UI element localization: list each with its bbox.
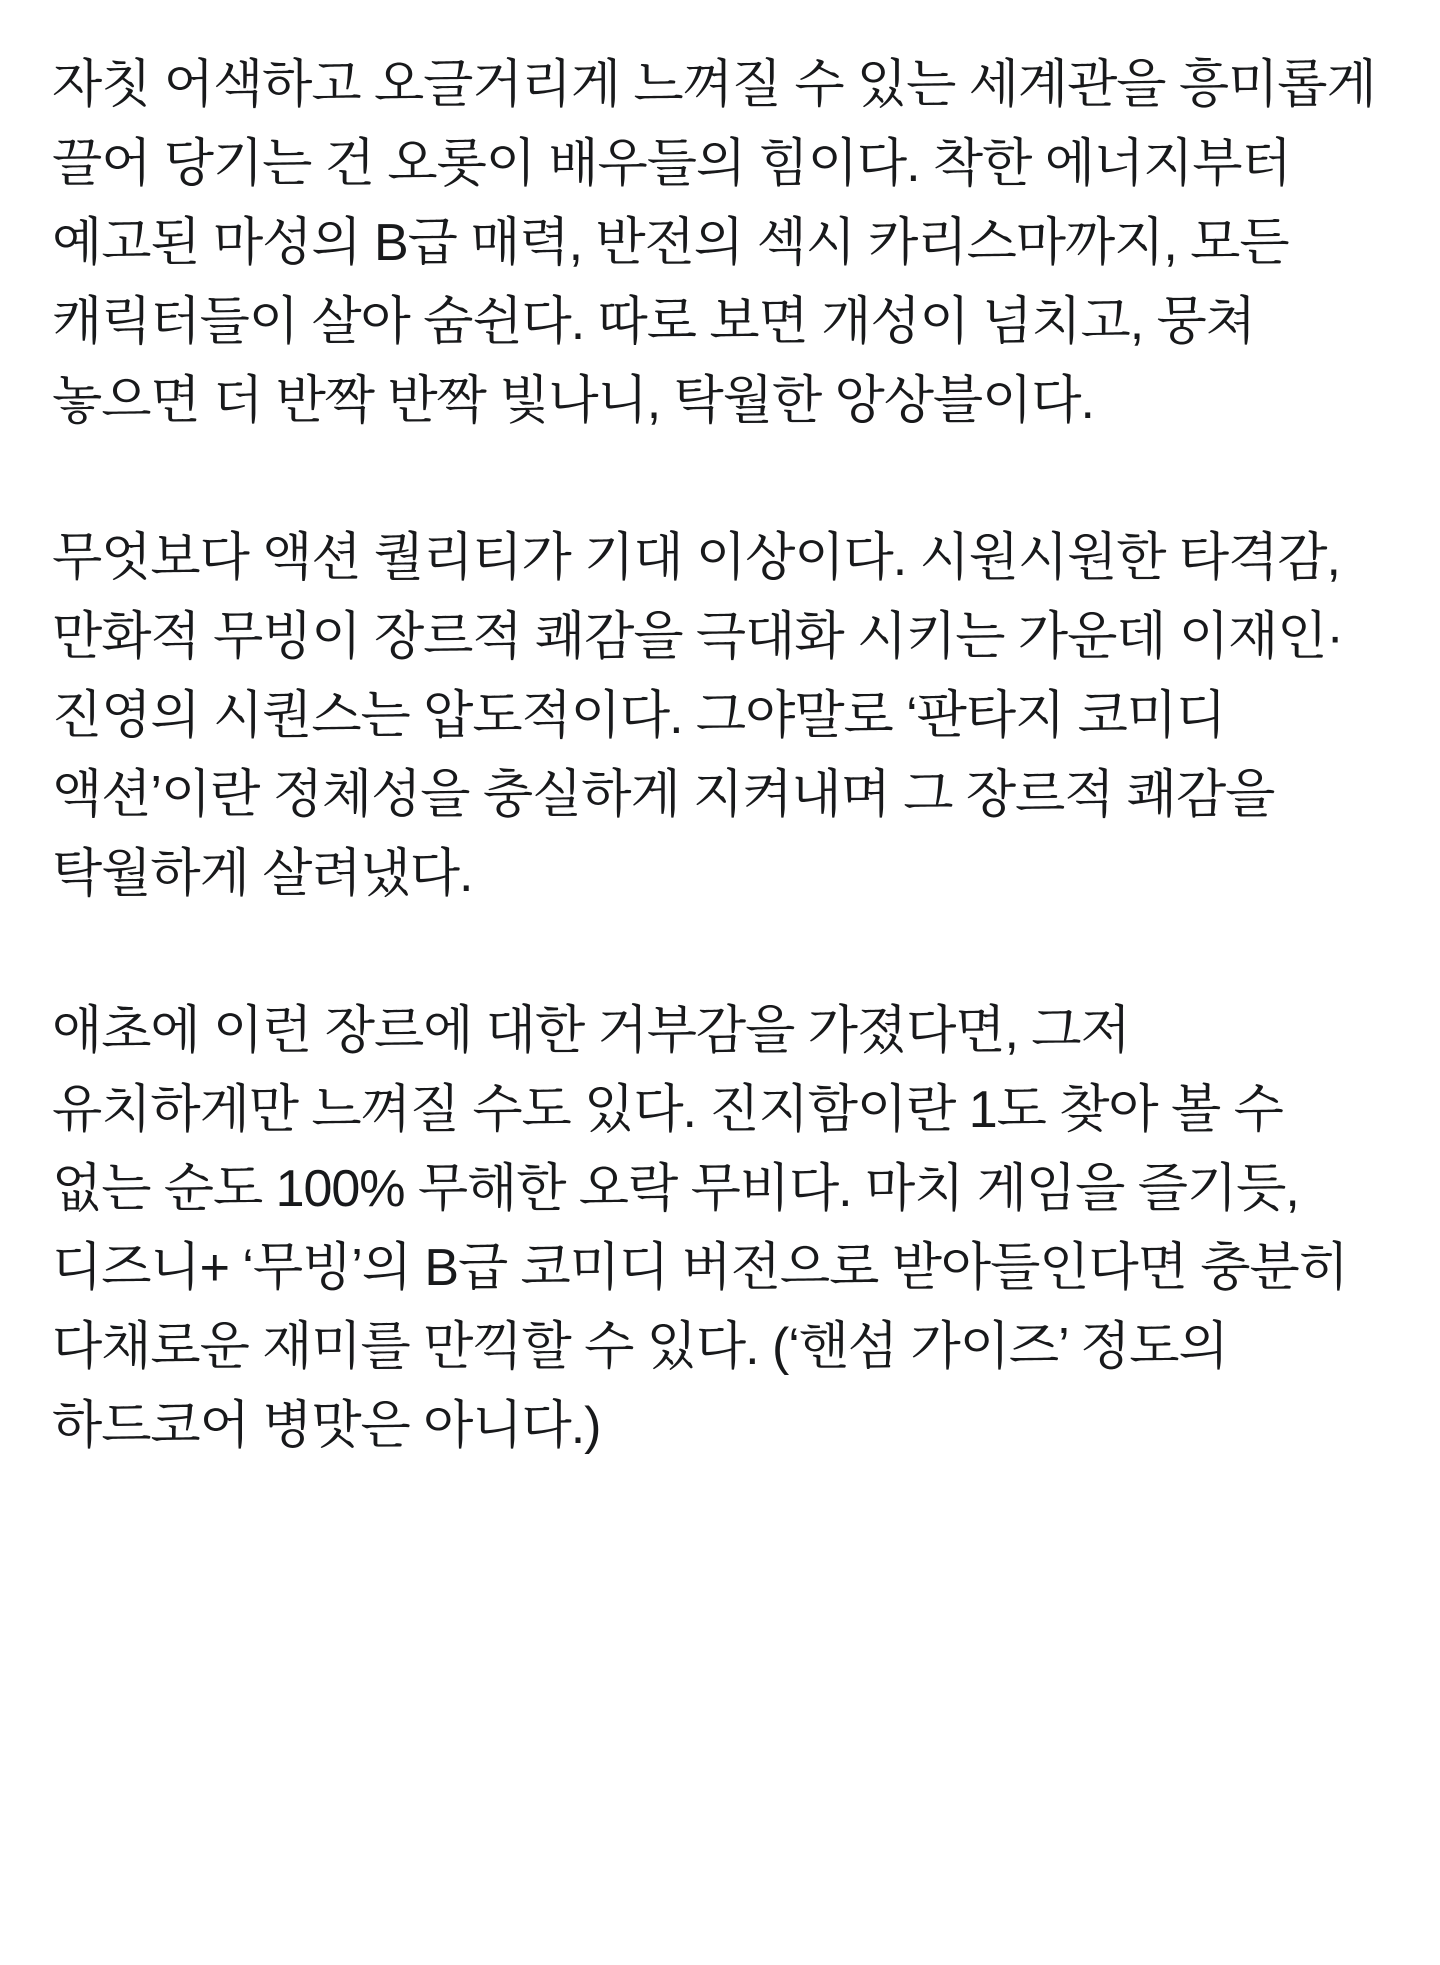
article-paragraph: 자칫 어색하고 오글거리게 느껴질 수 있는 세계관을 흥미롭게 끌어 당기는 건 오롯이 배우들의 힘이다. 착한 에너지부터 예고된 마성의 B급 매력, 반전의 섹시 카리스마까지, 모든 캐릭터들이 살아 숨쉰다. 따로 보면 개성이 넘치고, 뭉쳐 놓으면 더 반짝 반짝 빛나니, 탁월한 앙상블이다. <box>52 56 1390 431</box>
article-paragraph: 애초에 이런 장르에 대한 거부감을 가졌다면, 그저 유치하게만 느껴질 수도 있다. 진지함이란 1도 찾아 볼 수 없는 순도 100% 무해한 오락 무비다. 마치 게임을 즐기듯, 디즈니+ ‘무빙’의 B급 코미디 버전으로 받아들인다면 충분히 다채로운 재미를 만끽할 수 있다. (‘핸섬 가이즈’ 정도의 하드코어 병맛은 아니다.) <box>52 1002 1362 1456</box>
article-paragraph: 무엇보다 액션 퀄리티가 기대 이상이다. 시원시원한 타격감, 만화적 무빙이 장르적 쾌감을 극대화 시키는 가운데 이재인·진영의 시퀀스는 압도적이다. 그야말로 ‘판타지 코미디 액션’이란 정체성을 충실하게 지켜내며 그 장르적 쾌감을 탁월하게 살려냈다. <box>52 529 1354 904</box>
